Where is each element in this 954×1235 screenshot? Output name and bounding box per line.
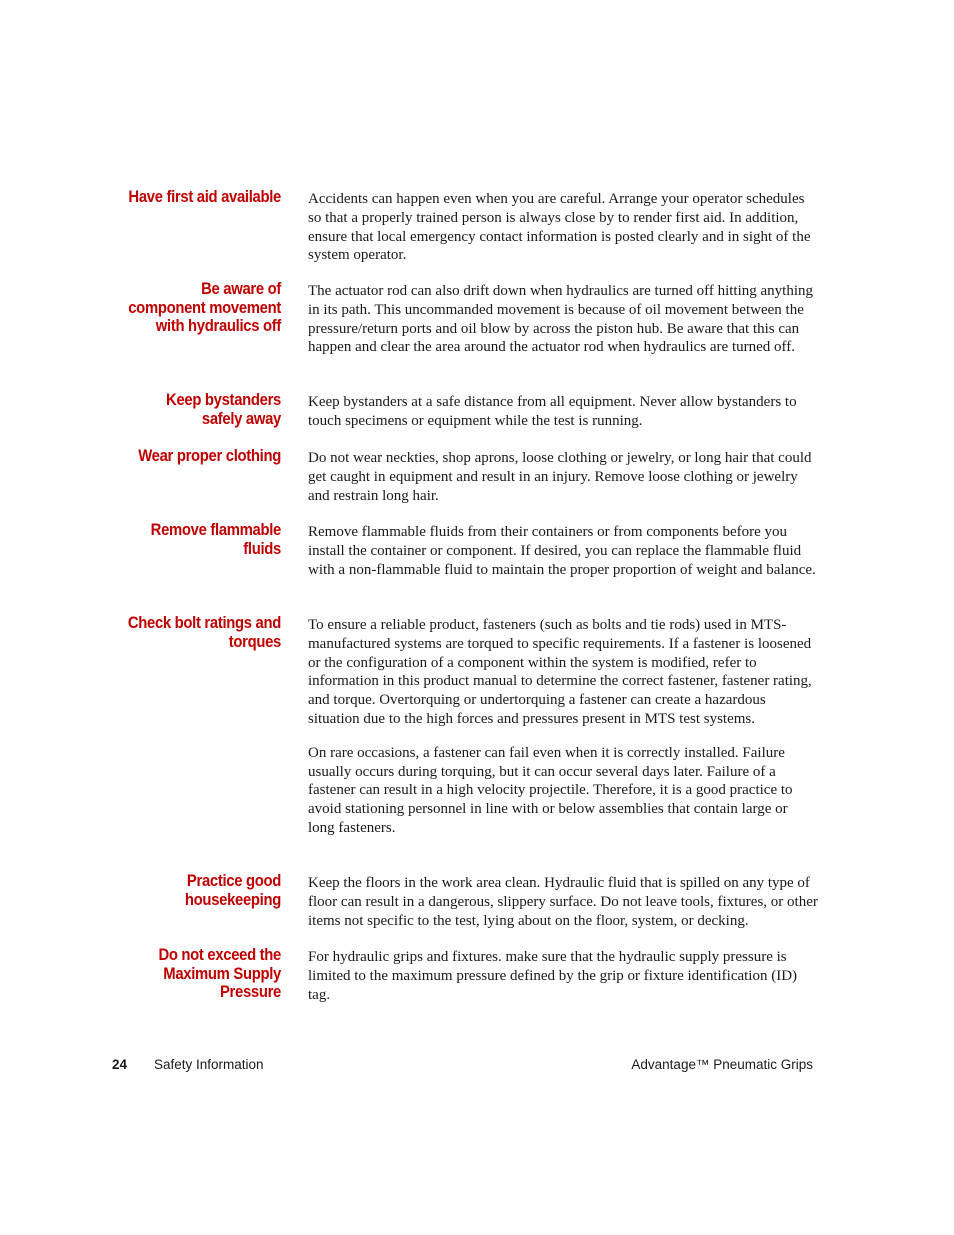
paragraph: To ensure a reliable product, fasteners (such as bolts and tie rods) used in MTS-manufactured systems are torqued to specific requirements. If a fastener is loosened or the configuration of a component within the system is modified, refer to information in this product manual to determine the correct fastener, fastener rating, and torque. Overtorquing or undertorquing a fastener can create a hazardous situation due to the high forces and pressures present in MTS test systems.	[308, 617, 812, 727]
paragraph: Keep bystanders at a safe distance from all equipment. Never allow bystanders to touch specimens or equipment while the test is running.	[308, 394, 797, 429]
section-heading	[118, 280, 281, 336]
section-heading	[118, 391, 281, 428]
paragraph: Keep the floors in the work area clean. Hydraulic fluid that is spilled on any type of floor can result in a dangerous, slippery surface. Do not leave tools, fixtures, or other items not specific to the test, lying about on the floor, system, or decking.	[308, 875, 818, 929]
footer-section-name: Safety Information	[154, 1057, 264, 1072]
heading-line: housekeeping	[184, 890, 281, 909]
section-body	[308, 523, 818, 579]
section-heading	[118, 521, 281, 558]
section-heading	[118, 188, 281, 207]
heading-line: safely away	[201, 409, 281, 428]
section-heading	[118, 872, 281, 909]
section-heading	[118, 614, 281, 651]
paragraph: For hydraulic grips and fixtures. make sure that the hydraulic supply pressure is limited to the maximum pressure defined by the grip or fixture identification (ID) tag.	[308, 949, 798, 1003]
section-body	[308, 449, 818, 505]
heading-line: Wear proper clothing	[138, 447, 281, 465]
section-body	[308, 874, 818, 930]
heading-line: Check bolt ratings and	[127, 614, 281, 632]
paragraph: On rare occasions, a fastener can fail even when it is correctly installed. Failure usually occurs during torquing, but it can occur several days later. Failure of a fastener can result in a high velocity projectile. Therefore, it is a good practice to avoid stationing personnel in line with or below assemblies that contain large or long fasteners.	[308, 744, 793, 836]
heading-line: Be aware of	[201, 280, 281, 298]
heading-line: Have first aid available	[128, 188, 281, 206]
heading-line: torques	[228, 632, 281, 651]
heading-line: Remove flammable	[150, 521, 281, 539]
footer-document-title: Advantage™ Pneumatic Grips	[631, 1057, 813, 1072]
section-body	[308, 282, 818, 357]
paragraph: The actuator rod can also drift down when hydraulics are turned off hitting anything in its path. This uncommanded movement is because of oil movement between the pressure/return ports and oil blow by across the piston hub. Be aware that this can happen and clear the area around the actuator rod when hydraulics are turned off.	[308, 283, 813, 356]
paragraph: Remove flammable fluids from their containers or from components before you install the container or component. If desired, you can replace the flammable fluid with a non-flammable fluid to maintain the proper proportion of weight and balance.	[308, 524, 816, 578]
heading-line: Keep bystanders	[166, 391, 281, 409]
section-body	[308, 948, 818, 1004]
page-number: 24	[112, 1057, 128, 1072]
paragraph: Do not wear neckties, shop aprons, loose clothing or jewelry, or long hair that could get caught in equipment and result in an injury. Remove loose clothing or jewelry and restrain long hair.	[308, 450, 812, 504]
heading-line: component movement	[128, 298, 281, 317]
heading-line: with hydraulics off	[155, 317, 281, 336]
heading-line: Practice good	[186, 872, 281, 890]
heading-line: Do not exceed the	[158, 946, 281, 964]
section-body	[308, 190, 818, 265]
section-body	[308, 616, 818, 838]
heading-line: Pressure	[219, 983, 281, 1002]
section-heading	[118, 447, 281, 466]
section-heading	[118, 946, 281, 1002]
paragraph: Accidents can happen even when you are careful. Arrange your operator schedules so that a properly trained person is always close by to render first aid. In addition, ensure that local emergency contact information is posted clearly and in sight of the system operator.	[308, 191, 811, 264]
heading-line: fluids	[243, 539, 281, 558]
section-body	[308, 393, 818, 431]
heading-line: Maximum Supply	[163, 964, 281, 983]
